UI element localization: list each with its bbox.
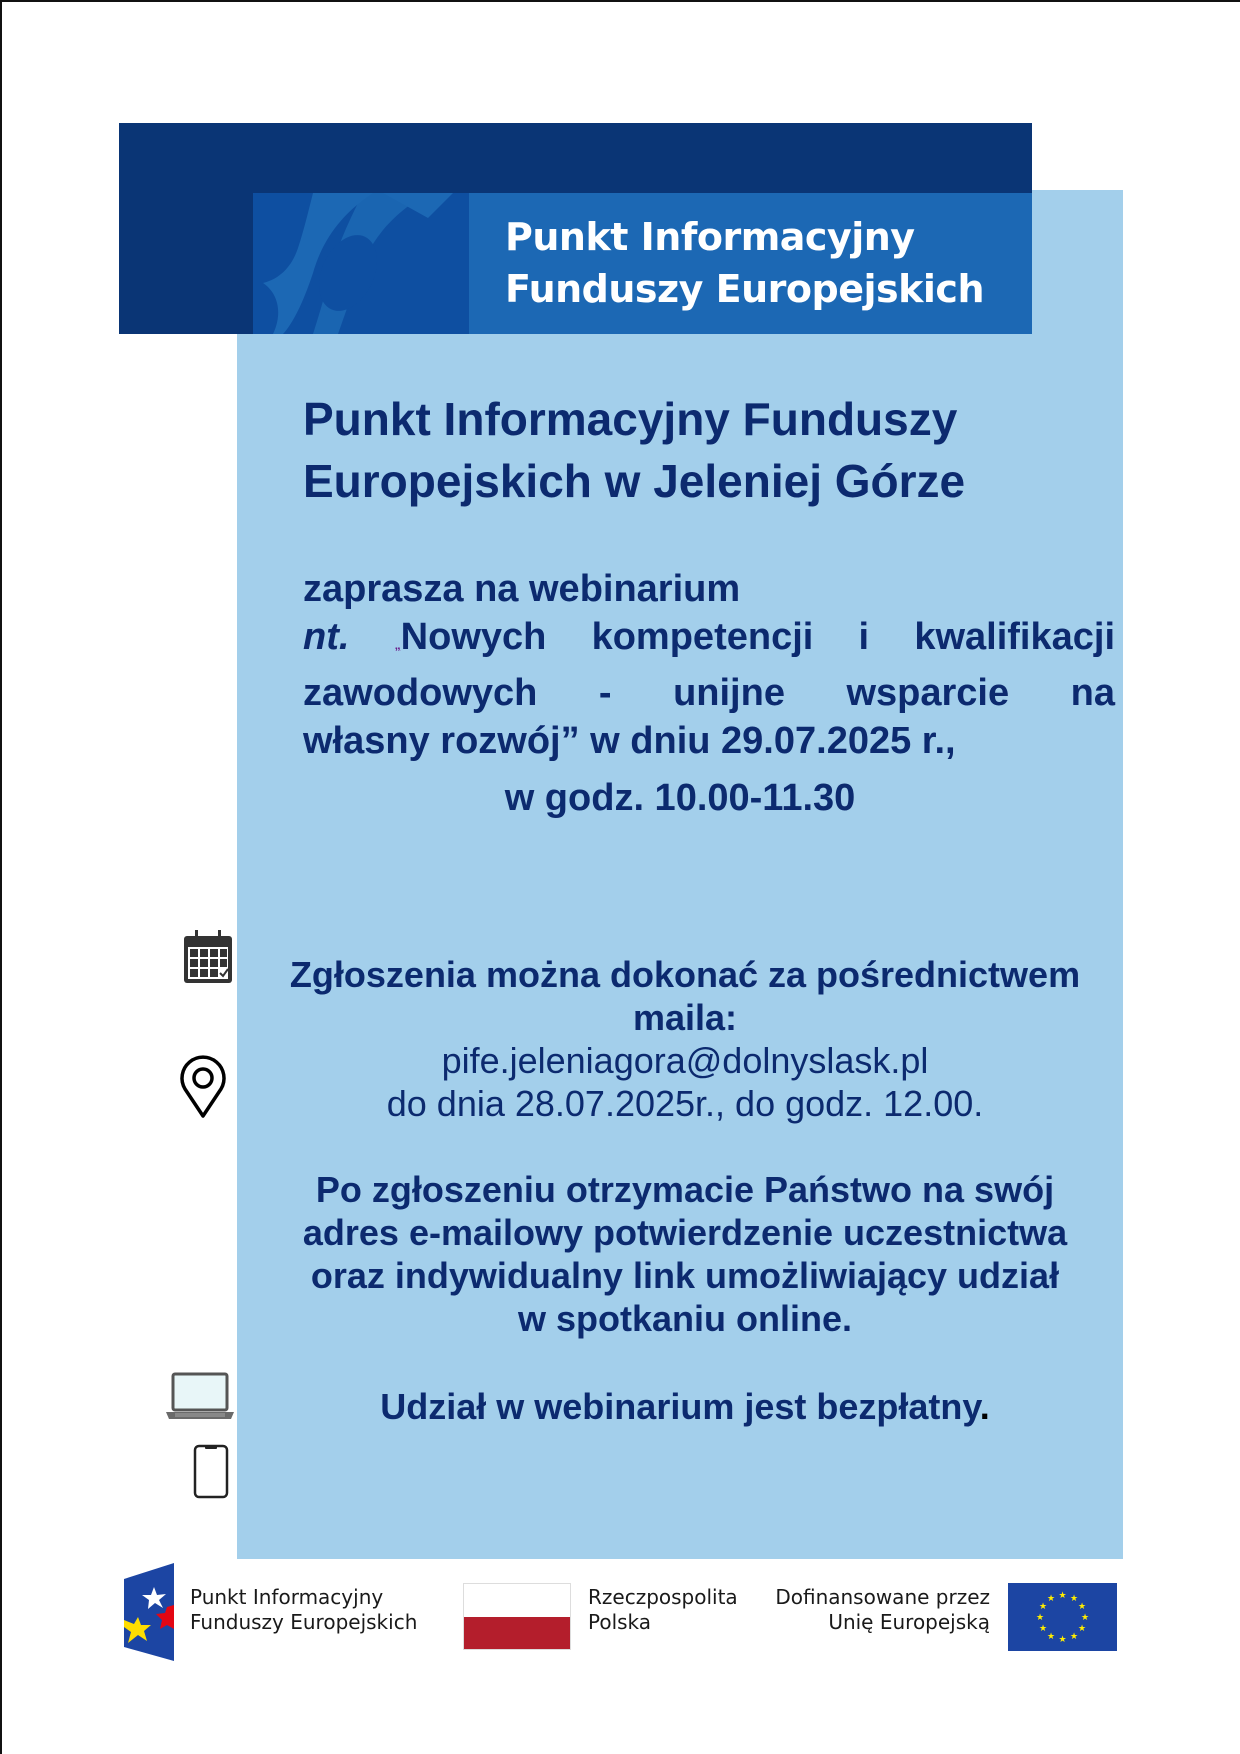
confirmation-line1: Po zgłoszeniu otrzymacie Państwo na swój [315, 1169, 1055, 1210]
free-text: Udział w webinarium jest bezpłatny [380, 1386, 980, 1427]
pl-text-line1: Rzeczpospolita [588, 1585, 738, 1609]
invite-line1: zaprasza na webinarium [303, 568, 741, 610]
registration-deadline: do dnia 28.07.2025r., do godz. 12.00. [386, 1083, 984, 1124]
free-participation-note [260, 1385, 1110, 1428]
confirmation-line4: w spotkaniu online. [517, 1298, 853, 1339]
banner-title-line2: Funduszy Europejskich [505, 267, 985, 311]
registration-line1: Zgłoszenia można dokonać za pośrednictwem [289, 954, 1081, 995]
laptop-icon [165, 1372, 235, 1422]
calendar-icon [183, 930, 233, 984]
nt-abbrev: nt. [303, 616, 350, 658]
eu-flag-icon [1008, 1583, 1117, 1651]
invite-line2-rest: Nowych kompetencji i kwalifikacji [400, 616, 1115, 658]
svg-text:★: ★ [1077, 1602, 1087, 1612]
svg-text:★: ★ [1046, 1594, 1056, 1604]
registration-info [260, 953, 1110, 1125]
eu-text-line1: Dofinansowane przez [775, 1585, 990, 1609]
registration-line2: maila: [632, 997, 738, 1038]
svg-text:★: ★ [1069, 1632, 1079, 1642]
banner-title [505, 211, 984, 315]
invitation-text [303, 565, 1115, 765]
invite-line4: własny rozwój” w dniu 29.07.2025 r., [303, 720, 956, 762]
page-border-top [0, 0, 1240, 2]
pl-text-line2: Polska [588, 1610, 652, 1634]
invite-line3: zawodowych - unijne wsparcie na [303, 672, 1115, 714]
polish-flag-icon [463, 1583, 571, 1650]
banner-title-box [469, 193, 1032, 334]
pl-logo-text [588, 1585, 738, 1635]
confirmation-line2: adres e-mailowy potwierdzenie uczestnictwa [302, 1212, 1068, 1253]
page-border-left [0, 0, 2, 1754]
svg-text:★: ★ [1080, 1613, 1090, 1623]
page-title [303, 388, 1123, 512]
registration-email[interactable]: pife.jeleniagora@dolnyslask.pl [441, 1040, 929, 1081]
fe-logo-text [190, 1585, 417, 1635]
confirmation-info [260, 1168, 1110, 1340]
fe-logo-icon [124, 1563, 174, 1661]
svg-text:★: ★ [1058, 1635, 1067, 1645]
eu-text-line2: Unię Europejską [828, 1610, 990, 1634]
open-quote: „ [394, 638, 401, 652]
title-line1: Punkt Informacyjny Funduszy [303, 393, 958, 445]
svg-text:★: ★ [1038, 1624, 1048, 1634]
fe-text-line1: Punkt Informacyjny [190, 1585, 384, 1609]
banner-stars-graphic [253, 193, 469, 334]
free-dot: . [979, 1386, 990, 1427]
title-line2: Europejskich w Jeleniej Górze [303, 455, 966, 507]
invite-line2 [303, 613, 1115, 669]
svg-text:★: ★ [1035, 1613, 1045, 1623]
svg-text:★: ★ [1038, 1602, 1048, 1612]
svg-text:★: ★ [1046, 1632, 1056, 1642]
fe-text-line2: Funduszy Europejskich [190, 1610, 418, 1634]
svg-text:★: ★ [1058, 1591, 1067, 1601]
stars-icon [253, 193, 469, 334]
location-pin-icon [179, 1055, 227, 1119]
svg-text:★: ★ [1077, 1624, 1087, 1634]
event-hours: w godz. 10.00-11.30 [504, 777, 856, 819]
svg-text:★: ★ [1069, 1594, 1079, 1604]
banner-title-line1: Punkt Informacyjny [505, 215, 915, 259]
header-banner [119, 123, 1032, 334]
smartphone-icon [193, 1444, 229, 1499]
confirmation-line3: oraz indywidualny link umożliwiający udział [310, 1255, 1060, 1296]
eu-logo-text [775, 1585, 990, 1635]
